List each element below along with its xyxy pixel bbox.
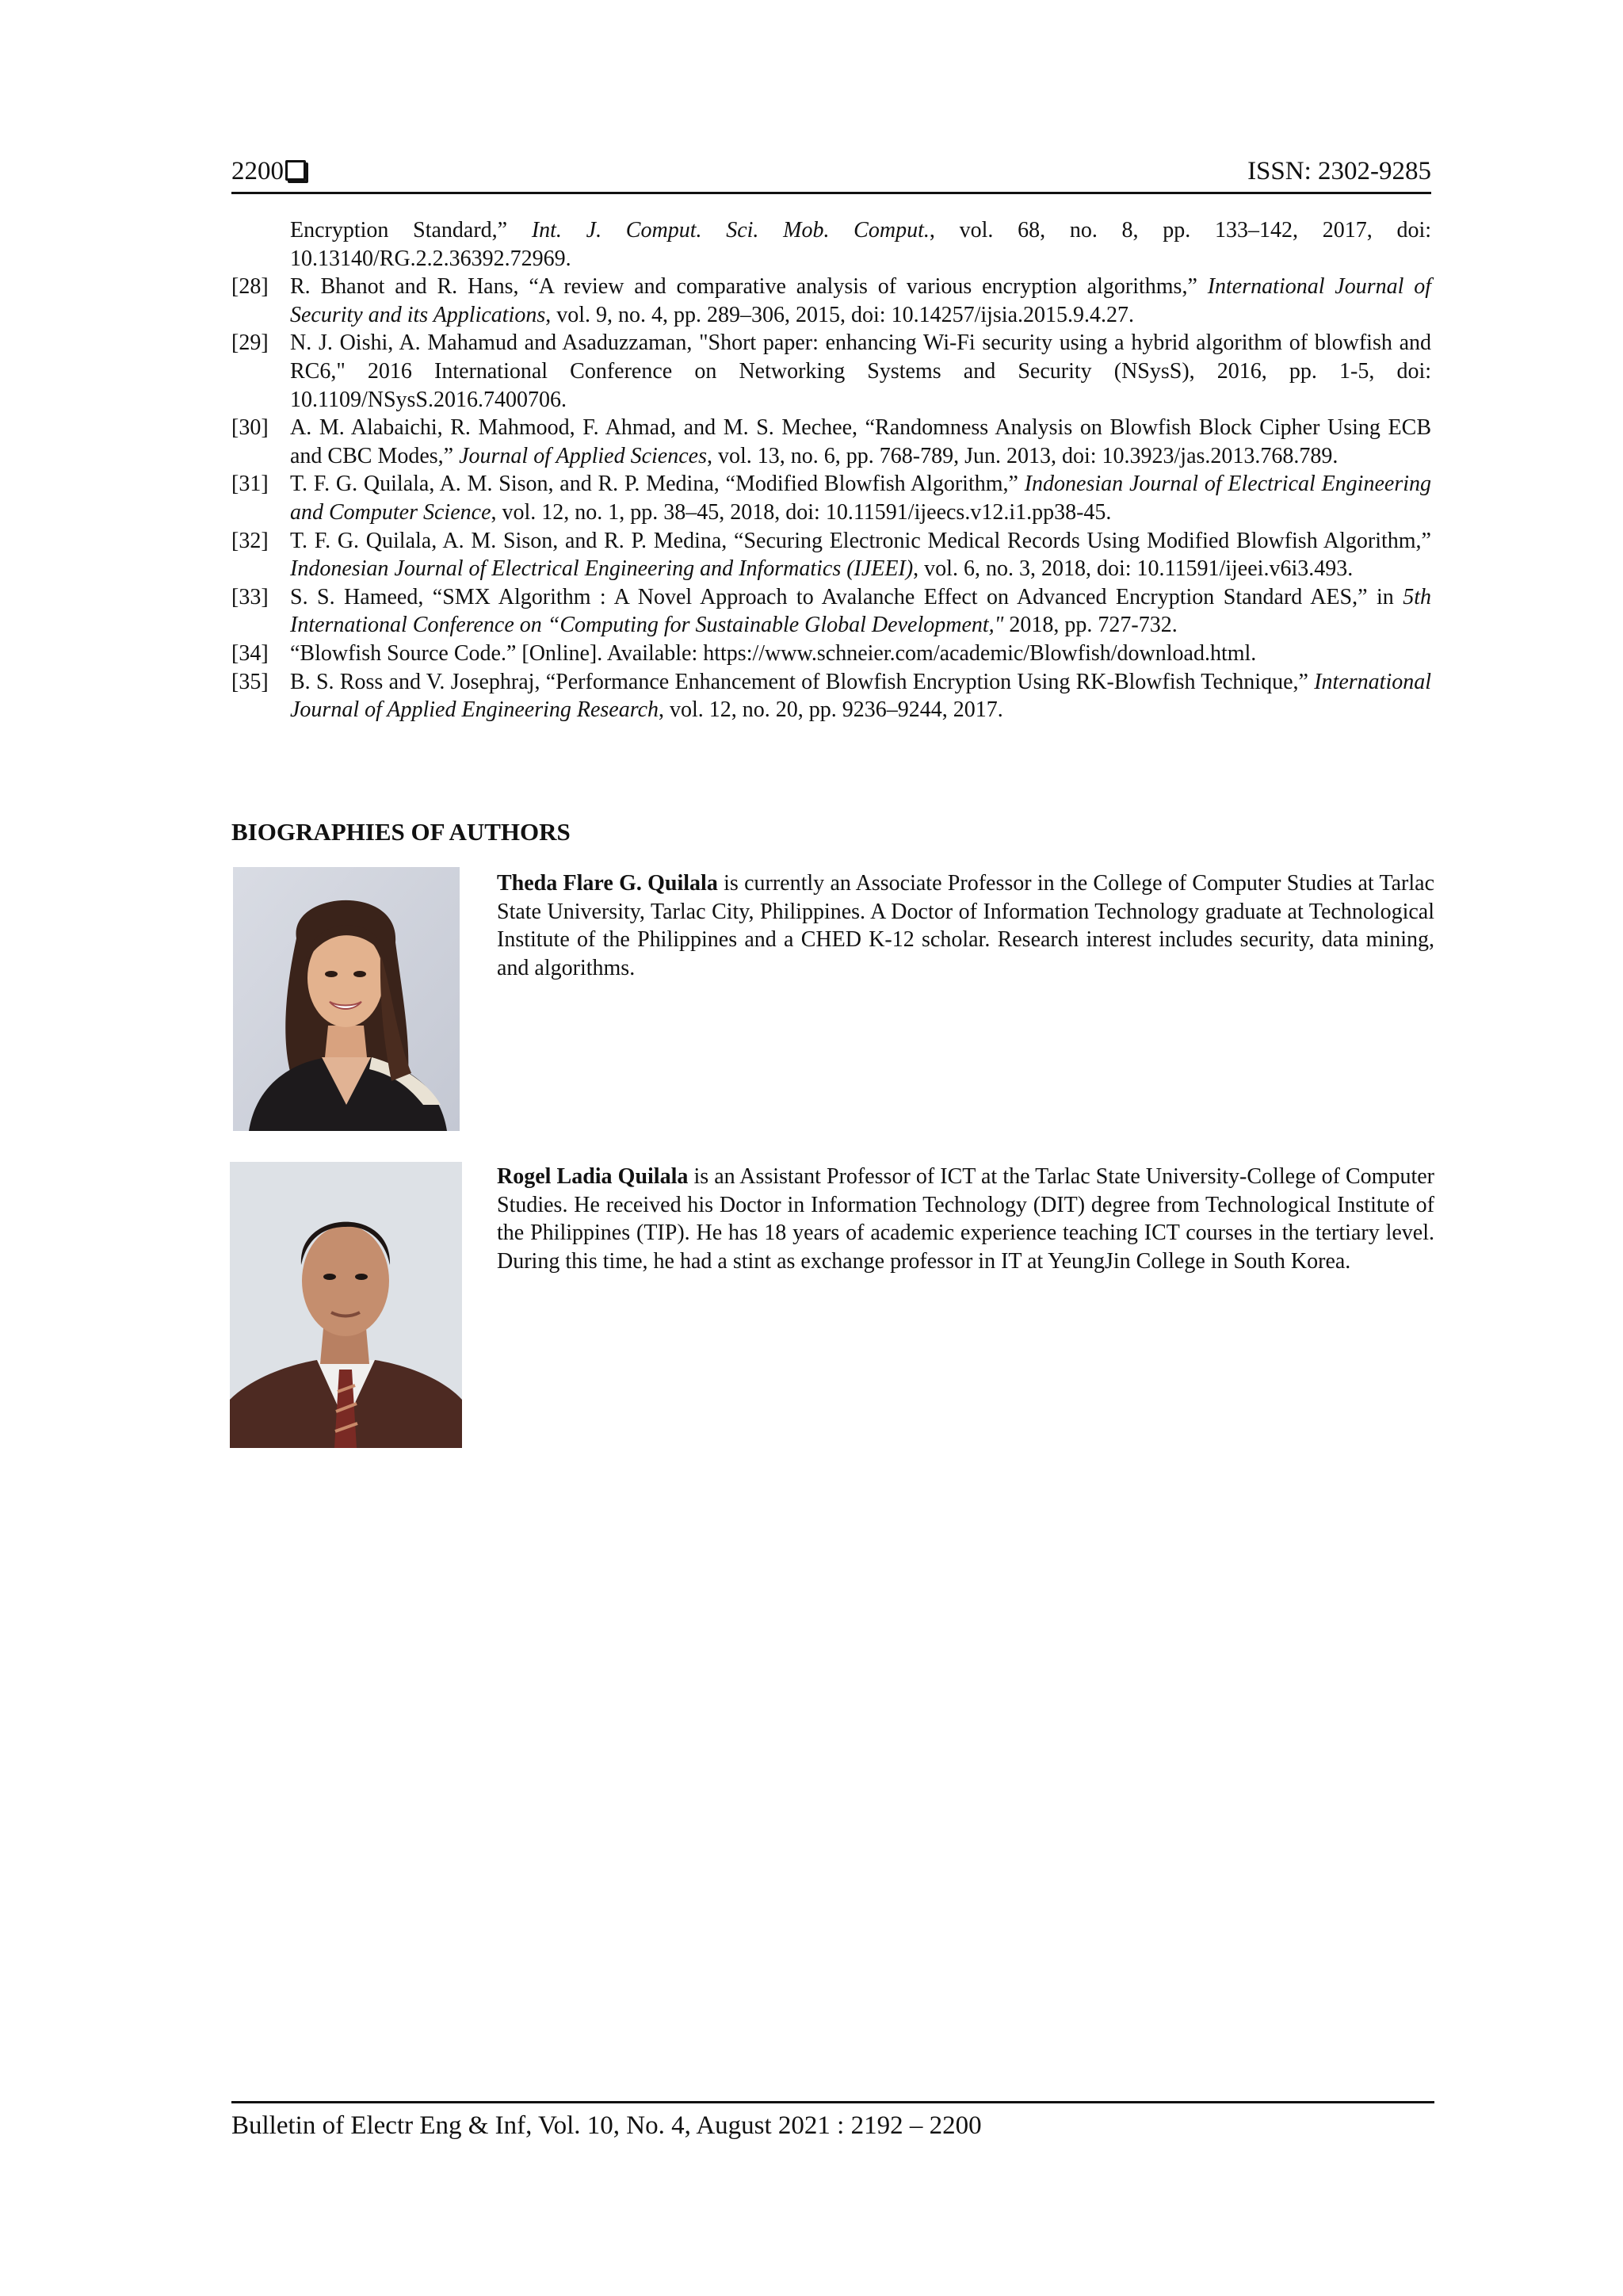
reference-text [290, 329, 1431, 414]
reference-text-segment: 2018, pp. 727-732. [1003, 613, 1178, 638]
reference-number: [30] [231, 415, 269, 441]
reference-text-segment: , vol. 12, no. 20, pp. 9236–9244, 2017. [659, 697, 1003, 723]
reference-item [231, 583, 1431, 640]
reference-text-segment: T. F. G. Quilala, A. M. Sison, and R. P. Medina, “Securing Electronic Medical Records Using Modified Blowfish Algorithm,” [290, 528, 1431, 553]
reference-number: [29] [231, 330, 269, 356]
reference-text-segment: B. S. Ross and V. Josephraj, “Performance Enhancement of Blowfish Encryption Using RK-Blowfish Technique,” [290, 669, 1315, 694]
reference-source-title: International Journal of Applied Engineering Research [290, 669, 1431, 723]
author-bio-text-2: is an Assistant Professor of ICT at the Tarlac State University-College of Computer Studies. He received his Doctor in Information Technology (DIT) degree from Technological Institute of the Philippines (TIP). He has 18 years of academic experience teaching ICT courses in the tertiary level. During this time, he had a stint as exchange professor in IT at YeungJin College in South Korea. [497, 1164, 1434, 1274]
reference-text-segment: S. S. Hameed, “SMX Algorithm : A Novel Approach to Avalanche Effect on Advanced Encryption Standard AES,” in [290, 584, 1403, 609]
reference-text [290, 583, 1431, 640]
reference-text [290, 668, 1431, 724]
reference-source-title: Indonesian Journal of Electrical Engineering and Computer Science [290, 472, 1431, 525]
author-bio-text-1: is currently an Associate Professor in the College of Computer Studies at Tarlac State University, Tarlac City, Philippines. A Doctor of Information Technology graduate at Technological Institute of the Philippines and a CHED K-12 scholar. Research interest includes security, data mining, and algorithms. [497, 871, 1434, 980]
reference-text [290, 273, 1431, 329]
reference-source-title: Int. J. Comput. Sci. Mob. Comput. [531, 218, 930, 243]
box-glyph-icon [285, 160, 306, 181]
biographies-heading: BIOGRAPHIES OF AUTHORS [231, 818, 571, 846]
reference-text-segment: “Blowfish Source Code.” [Online]. Available: https://www.schneier.com/academic/Blowfish/download.html. [290, 640, 1257, 666]
reference-text [290, 640, 1431, 668]
reference-item [231, 668, 1431, 724]
reference-list [231, 216, 1431, 724]
reference-item [231, 640, 1431, 668]
reference-text [290, 470, 1431, 526]
author-portrait-2-icon [230, 1162, 462, 1448]
reference-source-title: Indonesian Journal of Electrical Engineering and Informatics (IJEEI) [290, 556, 914, 582]
reference-item [231, 329, 1431, 414]
header-page-number-group [231, 155, 306, 187]
reference-text-segment: , vol. 68, no. 8, pp. 133–142, 2017, doi: 10.13140/RG.2.2.36392.72969. [290, 218, 1432, 271]
reference-text [290, 414, 1431, 470]
author-bio-1 [497, 869, 1434, 982]
header-issn: ISSN: 2302-9285 [1247, 157, 1431, 185]
reference-item [231, 414, 1431, 470]
reference-text-segment: N. J. Oishi, A. Mahamud and Asaduzzaman, "Short paper: enhancing Wi-Fi security using a hybrid algorithm of blowfish and RC6," 2016 International Conference on Networking Systems and Security (NSysS), 2016, pp. 1-5, doi: 10.1109/NSysS.2016.7400706. [290, 330, 1431, 412]
reference-text-segment: , vol. 13, no. 6, pp. 768-789, Jun. 2013, doi: 10.3923/jas.2013.768.789. [706, 443, 1338, 468]
reference-item [231, 527, 1431, 583]
footer-rule [231, 2101, 1434, 2103]
author-name-2: Rogel Ladia Quilala [497, 1164, 689, 1189]
reference-text-segment: , vol. 9, no. 4, pp. 289–306, 2015, doi: 10.14257/ijsia.2015.9.4.27. [545, 302, 1135, 327]
reference-number: [28] [231, 274, 269, 300]
reference-source-title: Journal of Applied Sciences [459, 443, 707, 468]
reference-item [231, 470, 1431, 526]
running-header [231, 155, 1431, 195]
reference-text-segment: , vol. 12, no. 1, pp. 38–45, 2018, doi: 10.11591/ijeecs.v12.i1.pp38-45. [491, 499, 1112, 525]
reference-number: [33] [231, 584, 269, 609]
reference-item [231, 273, 1431, 329]
reference-text [290, 216, 1431, 273]
reference-text [290, 527, 1431, 583]
author-portrait-1-icon [233, 867, 460, 1131]
author-photo-2 [230, 1162, 462, 1448]
reference-number: [31] [231, 472, 269, 497]
author-photo-1 [233, 867, 460, 1131]
reference-text-segment: Encryption Standard,” [290, 218, 532, 243]
reference-text-segment: R. Bhanot and R. Hans, “A review and comparative analysis of various encryption algorithms,” [290, 274, 1208, 300]
header-rule [231, 192, 1431, 194]
reference-number: [32] [231, 528, 269, 553]
author-bio-2 [497, 1163, 1434, 1275]
running-footer: Bulletin of Electr Eng & Inf, Vol. 10, No. 4, August 2021 : 2192 – 2200 [231, 2111, 982, 2140]
reference-text-segment: , vol. 6, no. 3, 2018, doi: 10.11591/ijeei.v6i3.493. [913, 556, 1354, 582]
reference-item [231, 216, 1431, 273]
reference-number: [35] [231, 669, 269, 694]
header-page-number: 2200 [231, 157, 284, 185]
reference-source-title: 5th International Conference on “Computing for Sustainable Global Development," [290, 584, 1431, 638]
reference-source-title: International Journal of Security and its Applications [290, 274, 1431, 327]
reference-number: [34] [231, 640, 269, 666]
author-name-1: Theda Flare G. Quilala [497, 871, 718, 896]
reference-text-segment: T. F. G. Quilala, A. M. Sison, and R. P. Medina, “Modified Blowfish Algorithm,” [290, 472, 1025, 497]
reference-text-segment: A. M. Alabaichi, R. Mahmood, F. Ahmad, and M. S. Mechee, “Randomness Analysis on Blowfish Block Cipher Using ECB and CBC Modes,” [290, 415, 1431, 468]
